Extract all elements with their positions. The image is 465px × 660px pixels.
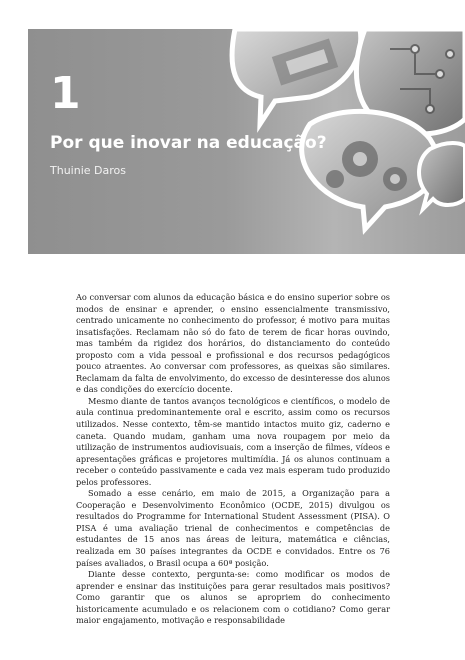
body-paragraph: Diante desse contexto, pergunta-se: como modificar os modos de aprender e ensinar das instituições para gerar resultados mais positivos? Como garantir que os alunos se apropriem do conhecimento historicamente acumulado e os relacionem com o cotidiano? Como gerar maior engajamento, motivação e responsabilidade xyxy=(76,569,390,626)
body-paragraph: Ao conversar com alunos da educação básica e do ensino superior sobre os modos de ensinar e aprender, o ensino essencialmente transmissivo, centrado unicamente no conhecimento do professor, é motivo para muitas insatisfações. Reclamam não só do fato de terem de ficar horas ouvindo, mas também da rigidez dos horários, do distanciamento do conteúdo proposto com a vida pessoal e profissional e dos recursos pedagógicos pouco atraentes. Ao conversar com professores, as queixas são similares. Reclamam da falta de envolvimento, do excesso de desinteresse dos alunos e das condições do exercício docente. xyxy=(76,292,390,395)
chapter-body xyxy=(76,292,390,627)
chapter-author: Thuinie Daros xyxy=(50,164,126,177)
chapter-number: 1 xyxy=(50,68,81,119)
chapter-title: Por que inovar na educação? xyxy=(50,133,327,153)
body-paragraph: Somado a esse cenário, em maio de 2015, a Organização para a Cooperação e Desenvolvimento Econômico (OCDE, 2015) divulgou os resultados do Programme for International Student Assessment (PISA). O PISA é uma avaliação trienal de conhecimentos e competências de estudantes de 15 anos nas áreas de leitura, matemática e ciências, realizada em 30 países integrantes da OCDE e convidados. Entre os 76 países avaliados, o Brasil ocupa a 60ª posição. xyxy=(76,488,390,568)
body-paragraph: Mesmo diante de tantos avanços tecnológicos e científicos, o modelo de aula continua predominantemente oral e escrito, assim como os recursos utilizados. Nesse contexto, têm-se mantido intactos muito giz, caderno e caneta. Quando mudam, ganham uma nova roupagem por meio da utilização de instrumentos audiovisuais, com a inserção de filmes, vídeos e apresentações gráficas e projetores multimídia. Já os alunos continuam a receber o conteúdo passivamente e cada vez mais esperam tudo produzido pelos professores. xyxy=(76,395,390,487)
